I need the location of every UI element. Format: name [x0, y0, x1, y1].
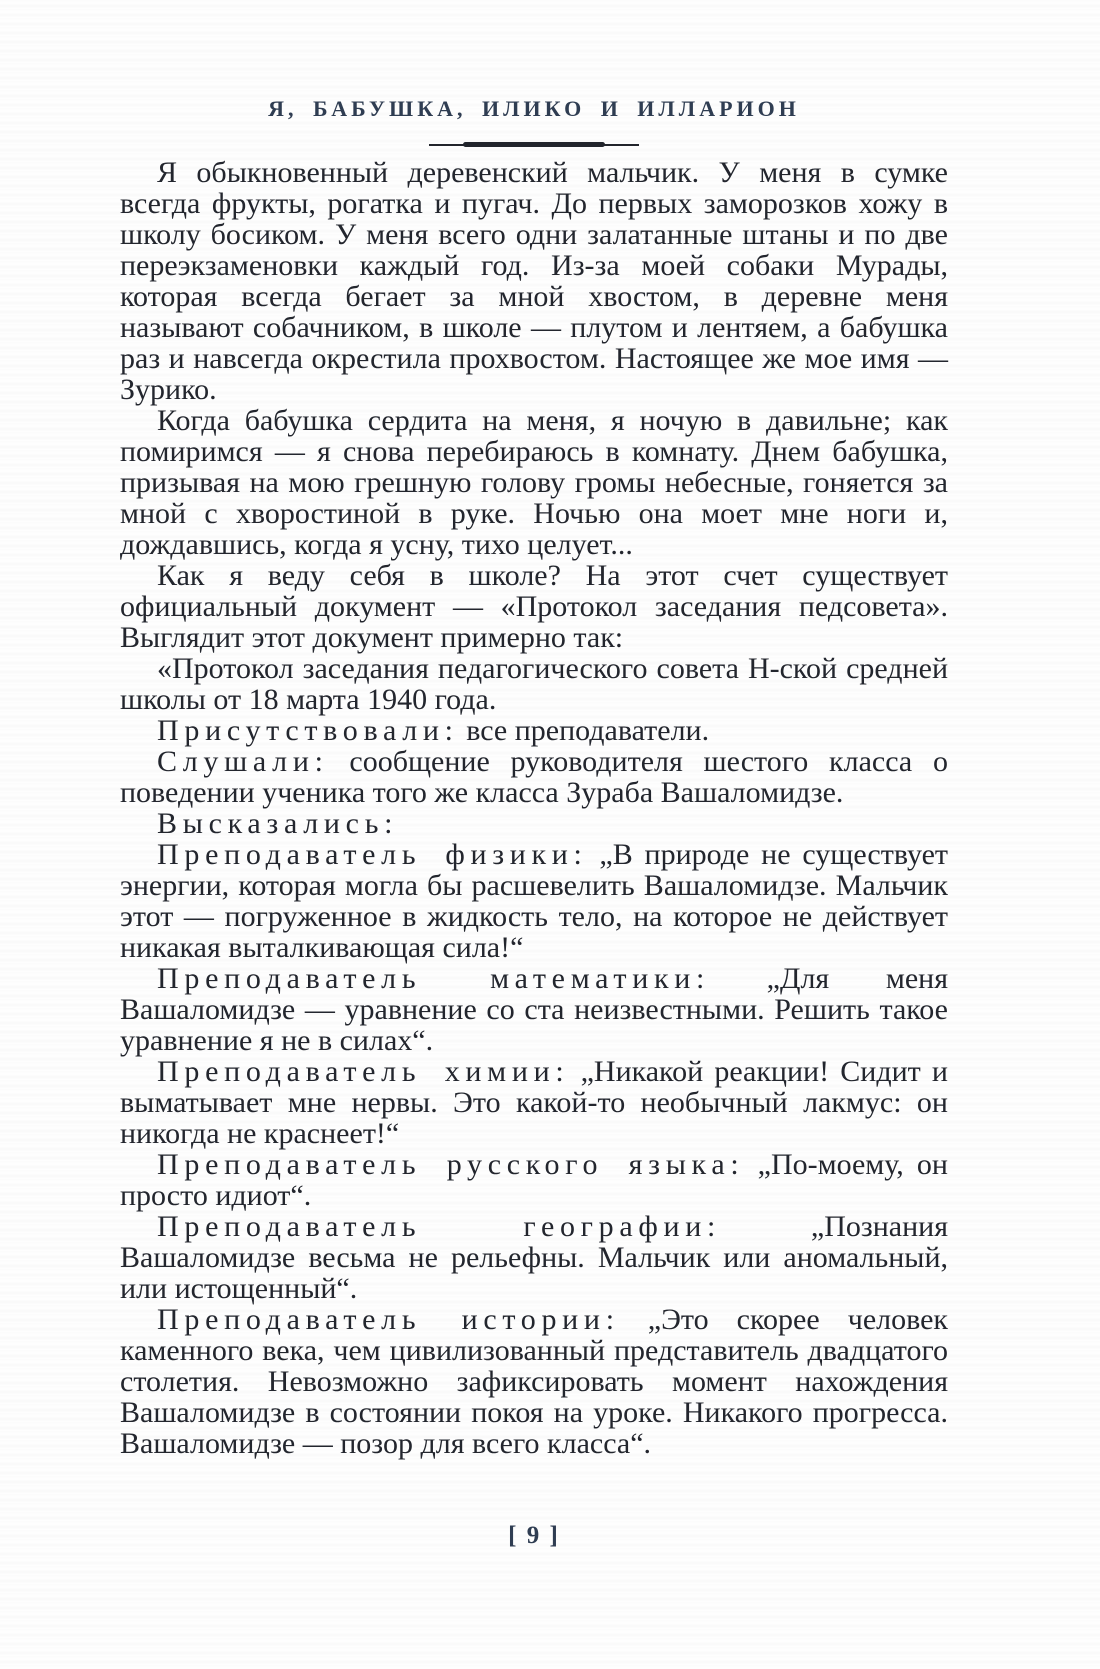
letterspaced-run: Преподаватель русского языка:	[157, 1148, 745, 1181]
paragraph	[120, 1056, 948, 1149]
letterspaced-run: Слушали:	[157, 745, 329, 778]
text-run: „Это скорее человек каменного века, чем цивилизованный представитель двадцатого столетия. Невозможно зафиксировать момент нахождения Вашаломидзе в состоянии покоя на уроке. Никакого прогресса. Вашаломидзе — позор для всего класса“.	[120, 1303, 948, 1460]
paragraph	[120, 839, 948, 963]
paragraph	[120, 1211, 948, 1304]
text-run: „Для меня Вашаломидзе — уравнение со ста неизвестными. Решить такое уравнение я не в силах“.	[120, 962, 949, 1057]
paragraph	[120, 405, 948, 560]
paragraph	[120, 157, 948, 405]
divider-thick-line	[463, 142, 605, 147]
text-run: „Познания Вашаломидзе весьма не рельефны. Мальчик или аномальный, или истощенный“.	[120, 1210, 948, 1305]
text-run: „По-моему, он просто идиот“.	[120, 1148, 948, 1212]
chapter-divider-rule	[429, 142, 639, 148]
paragraph	[120, 746, 948, 808]
paragraph	[120, 560, 948, 653]
text-run: „Никакой реакции! Сидит и выматывает мне нервы. Это какой-то необычный лакмус: он никогда не краснеет!“	[120, 1055, 948, 1150]
body-text	[120, 157, 948, 1459]
letterspaced-run: Высказались:	[157, 807, 399, 840]
text-run: „В природе не существует энергии, которая могла бы расшевелить Вашаломидзе. Мальчик этот — погруженное в жидкость тело, на которое не действует никакая выталкивающая сила!“	[120, 838, 948, 964]
letterspaced-run: Преподаватель математики:	[157, 962, 711, 995]
letterspaced-run: Преподаватель физики:	[157, 838, 588, 871]
paragraph	[120, 808, 948, 839]
text-run: «Протокол заседания педагогического совета Н-ской средней школы от 18 марта 1940 года.	[120, 652, 948, 716]
text-run: Я обыкновенный деревенский мальчик. У меня в сумке всегда фрукты, рогатка и пугач. До первых заморозков хожу в школу босиком. У меня всего одни залатанные штаны и по две переэкзаменовки каждый год. Из-за моей собаки Мурады, которая всегда бегает за мной хвостом, в деревне меня называют собачником, в школе — плутом и лентяем, а бабушка раз и навсегда окрестила прохвостом. Настоящее же мое имя — Зурико.	[120, 156, 948, 406]
letterspaced-run: Присутствовали:	[157, 714, 459, 747]
paragraph	[120, 1149, 948, 1211]
paragraph	[120, 1304, 948, 1459]
paragraph	[120, 963, 948, 1056]
text-run: Как я веду себя в школе? На этот счет существует официальный документ — «Протокол заседания педсовета». Выглядит этот документ примерно так:	[120, 559, 948, 654]
text-run: все преподаватели.	[458, 714, 710, 747]
paragraph	[120, 715, 948, 746]
text-run: сообщение руководителя шестого класса о поведении ученика того же класса Зураба Вашаломидзе.	[120, 745, 948, 809]
chapter-title: Я, БАБУШКА, ИЛИКО И ИЛЛАРИОН	[268, 96, 800, 121]
text-run: Когда бабушка сердита на меня, я ночую в давильне; как помиримся — я снова перебираюсь в комнату. Днем бабушка, призывая на мою грешную голову громы небесные, гоняется за мной с хворостиной в руке. Ночью она моет мне ноги и, дождавшись, когда я усну, тихо целует...	[120, 404, 948, 561]
letterspaced-run: Преподаватель географии:	[157, 1210, 722, 1243]
paragraph	[120, 653, 948, 715]
page-number: [ 9 ]	[508, 1522, 560, 1549]
letterspaced-run: Преподаватель истории:	[157, 1303, 620, 1336]
letterspaced-run: Преподаватель химии:	[157, 1055, 570, 1088]
